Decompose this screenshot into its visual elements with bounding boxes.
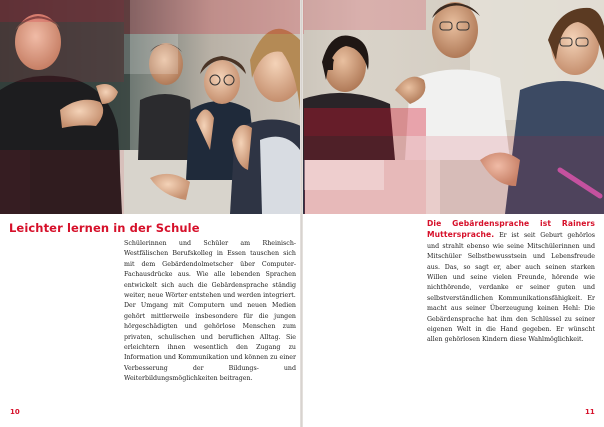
page-number-left: 10	[10, 408, 20, 416]
body-text-left	[124, 239, 296, 385]
paragraph-body: Er ist seit Geburt gehörlos und strahlt ebenso wie seine Mitschülerinnen und Mitschüler Selbstbewusstsein und Lebensfreude aus. Das, so sagt er, aber auch seinen starken Willen und seine vielen Freunde, hörende wie nichthörende, verdanke er seiner guten und selbstverständlichen Kommunikationsfähigkeit. Er macht aus seiner Überzeugung keinen Hehl: Die Gebärdensprache hat ihm den Schlüssel zu seiner eigenen Welt in die Hand gegeben. Er wünscht allen gehörlosen Kindern diese Wahlmöglichkeit.	[427, 232, 595, 344]
paragraph: Der Umgang mit Computern und neuen Medien gehört mittlerweile insbesondere für die jungen hörgeschädigten und gehörlose Menschen zum privaten, schulischen und beruflichen Alltag. Sie erleichtern ihnen wesentlich den Zugang zu Information und Kommunikation und können zu einer Verbesserung der Bildungs- und Weiterbildungsmöglichkeiten beitragen.	[124, 302, 296, 383]
paragraph	[427, 219, 595, 346]
lead-sentence: Die Gebärdensprache ist Rainers Muttersprache.	[427, 219, 595, 240]
page-gutter	[300, 0, 303, 427]
article-heading: Leichter lernen in der Schule	[9, 221, 200, 235]
paragraph: Schülerinnen und Schüler am Rheinisch-Westfälischen Berufskolleg in Essen tauschen sich mit dem Gebärdendolmetscher über Computer-Fachausdrücke aus. Wie alle lebenden Sprachen entwickelt sich auch die Gebärdensprache ständig weiter, neue Wörter entstehen und werden integriert.	[124, 240, 296, 300]
page-number-right: 11	[585, 408, 595, 416]
body-text-right	[427, 219, 595, 346]
